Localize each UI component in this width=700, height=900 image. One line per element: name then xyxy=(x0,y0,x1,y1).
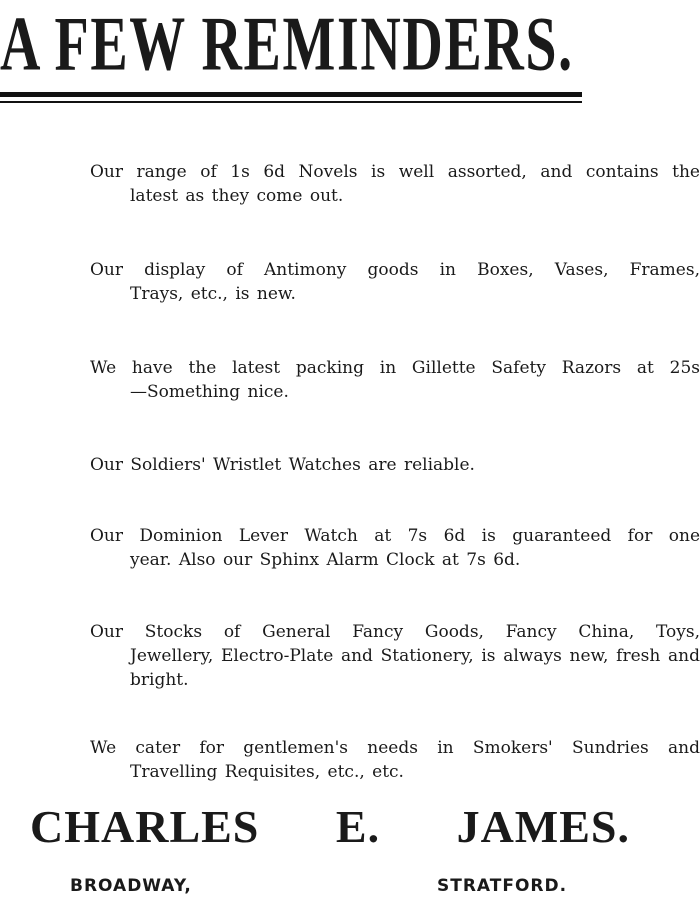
reminder-razors xyxy=(90,356,700,404)
reminder-continuation: Travelling Requisites, etc., etc. xyxy=(130,762,404,782)
reminder-continuation: latest as they come out. xyxy=(130,186,344,206)
address-stratford: STRATFORD. xyxy=(437,876,568,896)
reminder-line: Our display of Antimony goods in Boxes, Vases, Frames, xyxy=(90,260,700,280)
reminder-continuation: year. Also our Sphinx Alarm Clock at 7s 6d. xyxy=(130,550,521,570)
headline-rule-thick xyxy=(0,92,582,97)
reminder-line: Our Soldiers' Wristlet Watches are reliable. xyxy=(90,455,475,475)
headline-text: A FEW REMINDERS. xyxy=(0,2,574,87)
reminder-line: Our Stocks of General Fancy Goods, Fancy China, Toys, xyxy=(90,622,700,642)
reminder-continuation: Jewellery, Electro-Plate and Stationery, is always new, fresh and bright. xyxy=(130,646,700,690)
reminder-fancy-goods xyxy=(90,620,700,692)
reminder-smokers xyxy=(90,736,700,784)
reminder-line: We have the latest packing in Gillette Safety Razors at 25s xyxy=(90,358,700,378)
address-broadway: BROADWAY, xyxy=(70,876,192,896)
reminder-continuation: —Something nice. xyxy=(130,382,289,402)
headline xyxy=(0,0,700,90)
headline-rule-thin xyxy=(0,101,582,103)
signature-name xyxy=(30,800,630,854)
reminder-antimony xyxy=(90,258,700,306)
reminder-line: Our Dominion Lever Watch at 7s 6d is guaranteed for one xyxy=(90,526,700,546)
reminder-watches xyxy=(90,453,700,477)
reminder-novels xyxy=(90,160,700,208)
signature-surname: JAMES. xyxy=(456,801,630,852)
reminder-line: We cater for gentlemen's needs in Smokers' Sundries and xyxy=(90,738,700,758)
signature-initial: E. xyxy=(335,801,381,852)
reminder-lever-watch xyxy=(90,524,700,572)
reminder-line: Our range of 1s 6d Novels is well assorted, and contains the xyxy=(90,162,700,182)
reminder-continuation: Trays, etc., is new. xyxy=(130,284,296,304)
signature-first-name: CHARLES xyxy=(30,801,260,852)
